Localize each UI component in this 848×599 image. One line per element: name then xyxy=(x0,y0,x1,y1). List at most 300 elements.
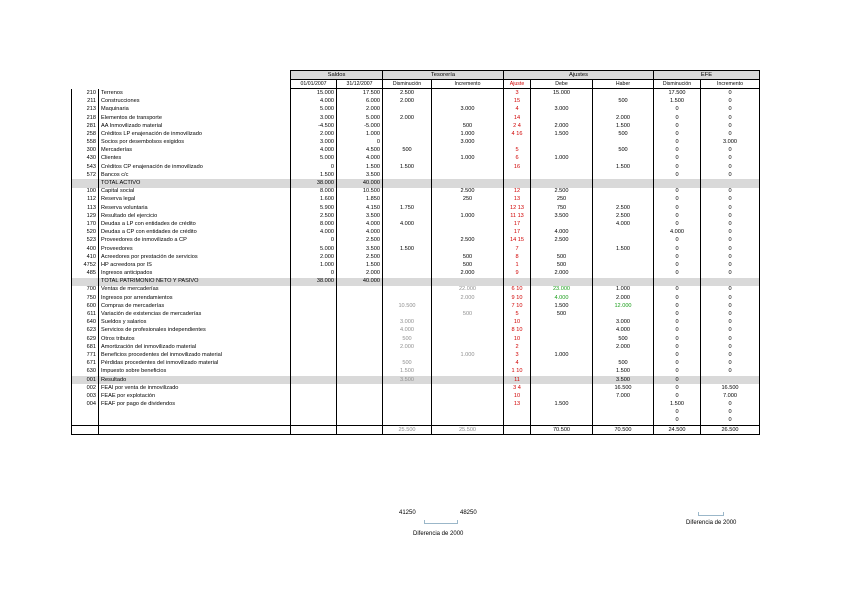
efe-disminucion-cell: 17.500 xyxy=(654,89,701,98)
saldo-final-cell xyxy=(337,335,383,343)
saldo-inicial-cell xyxy=(291,401,337,409)
saldo-inicial-cell xyxy=(291,302,337,310)
saldo-inicial-cell xyxy=(291,392,337,400)
account-name-cell: TOTAL PATRIMONIO NETO Y PASIVO xyxy=(99,278,291,286)
account-name-cell: Pérdidas procedentes del inmovilizado material xyxy=(99,360,291,368)
haber-cell xyxy=(593,89,654,98)
saldo-inicial-cell xyxy=(291,351,337,359)
efe-disminucion-cell: 0 xyxy=(654,327,701,335)
ajuste-ref-cell: 7 10 xyxy=(504,302,531,310)
saldo-inicial-cell: 5.000 xyxy=(291,245,337,253)
tes-incremento-cell xyxy=(432,171,504,179)
tes-incremento-cell: 2.000 xyxy=(432,294,504,302)
tes-incremento-cell xyxy=(432,360,504,368)
tes-disminucion-cell xyxy=(383,212,432,220)
haber-cell xyxy=(593,196,654,204)
saldo-inicial-cell: 0 xyxy=(291,163,337,171)
efe-incremento-cell: 0 xyxy=(701,294,760,302)
header-row-groups xyxy=(72,71,760,80)
efe-disminucion-cell: 0 xyxy=(654,294,701,302)
saldo-final-cell: 40.000 xyxy=(337,179,383,187)
debe-cell: 1.000 xyxy=(531,351,593,359)
haber-cell xyxy=(593,401,654,409)
tes-disminucion-cell: 1.750 xyxy=(383,204,432,212)
account-name-cell: Deudas a CP con entidades de crédito xyxy=(99,229,291,237)
efe-disminucion-cell: 0 xyxy=(654,310,701,318)
haber-cell xyxy=(593,155,654,163)
debe-header: Debe xyxy=(531,80,593,89)
haber-cell xyxy=(593,270,654,278)
tes-disminucion-cell xyxy=(383,278,432,286)
tes-disminucion-cell xyxy=(383,139,432,147)
account-name-cell: Elementos de transporte xyxy=(99,114,291,122)
efe-incremento-cell: 0 xyxy=(701,319,760,327)
efe-disminucion-cell: 0 xyxy=(654,130,701,138)
ajuste-ref-cell: 8 10 xyxy=(504,327,531,335)
ajuste-ref-cell: 9 xyxy=(504,270,531,278)
account-name-cell: Proveedores de inmovilizado a CP xyxy=(99,237,291,245)
account-name-cell: Impuesto sobre beneficios xyxy=(99,368,291,376)
total-tes-incremento: 25.500 xyxy=(432,426,504,435)
table-row xyxy=(72,106,760,114)
tes-incremento-cell xyxy=(432,229,504,237)
total-haber: 70.500 xyxy=(593,426,654,435)
tes-incremento-sum: 48250 xyxy=(460,510,477,516)
tes-disminucion-cell xyxy=(383,261,432,269)
tes-incremento-cell xyxy=(432,343,504,351)
efe-disminucion-cell: 0 xyxy=(654,417,701,426)
debe-cell: 2.500 xyxy=(531,237,593,245)
efe-incremento-cell: 0 xyxy=(701,98,760,106)
haber-cell xyxy=(593,139,654,147)
haber-cell xyxy=(593,351,654,359)
debe-cell: 23.000 xyxy=(531,286,593,294)
debe-cell xyxy=(531,384,593,392)
saldo-final-cell xyxy=(337,319,383,327)
debe-cell xyxy=(531,335,593,343)
account-code-cell: 629 xyxy=(72,335,99,343)
table-row xyxy=(72,163,760,171)
saldo-final-cell: 2.500 xyxy=(337,237,383,245)
account-name-cell: Ingresos por arrendamientos xyxy=(99,294,291,302)
efe-incremento-cell: 16.500 xyxy=(701,384,760,392)
saldo-inicial-cell xyxy=(291,335,337,343)
haber-cell: 500 xyxy=(593,98,654,106)
table-row xyxy=(72,179,760,187)
saldo-final-cell xyxy=(337,351,383,359)
haber-cell xyxy=(593,229,654,237)
account-name-cell: Ingresos anticipados xyxy=(99,270,291,278)
saldo-final-cell: 40.000 xyxy=(337,278,383,286)
efe-disminucion-cell: 0 xyxy=(654,261,701,269)
saldo-final-cell: 3.500 xyxy=(337,212,383,220)
ajuste-ref-cell: 13 xyxy=(504,196,531,204)
total-debe: 70.500 xyxy=(531,426,593,435)
efe-disminucion-cell: 0 xyxy=(654,335,701,343)
saldo-inicial-cell: 1.500 xyxy=(291,171,337,179)
saldo-inicial-cell xyxy=(291,319,337,327)
debe-cell: 1.500 xyxy=(531,302,593,310)
account-name-cell xyxy=(99,409,291,417)
tes-disminucion-cell xyxy=(383,130,432,138)
debe-cell xyxy=(531,319,593,327)
haber-cell xyxy=(593,253,654,261)
ajuste-ref-cell: 17 xyxy=(504,220,531,228)
account-code-cell: 572 xyxy=(72,171,99,179)
haber-cell: 2.000 xyxy=(593,343,654,351)
efe-disminucion-cell: 1.500 xyxy=(654,401,701,409)
debe-cell: 500 xyxy=(531,253,593,261)
account-code-cell: 630 xyxy=(72,368,99,376)
efe-incremento-header: Incremento xyxy=(701,80,760,89)
efe-incremento-cell: 0 xyxy=(701,106,760,114)
haber-cell xyxy=(593,106,654,114)
efe-disminucion-cell: 0 xyxy=(654,286,701,294)
efe-incremento-cell: 0 xyxy=(701,237,760,245)
ajuste-header: Ajuste xyxy=(504,80,531,89)
account-name-cell: Servicios de profesionales independientes xyxy=(99,327,291,335)
account-name-cell xyxy=(99,417,291,426)
tes-disminucion-cell: 1.500 xyxy=(383,245,432,253)
ajuste-ref-cell: 4 xyxy=(504,106,531,114)
ajuste-ref-cell: 17 xyxy=(504,229,531,237)
table-row xyxy=(72,327,760,335)
tes-incremento-cell: 3.000 xyxy=(432,106,504,114)
tes-incremento-cell: 1.000 xyxy=(432,212,504,220)
tes-incremento-header: Incremento xyxy=(432,80,504,89)
account-name-cell: Reserva voluntaria xyxy=(99,204,291,212)
saldo-inicial-cell: 15.000 xyxy=(291,89,337,98)
efe-disminucion-cell xyxy=(654,179,701,187)
efe-incremento-cell: 0 xyxy=(701,130,760,138)
table-row xyxy=(72,310,760,318)
table-row xyxy=(72,286,760,294)
haber-cell: 2.000 xyxy=(593,114,654,122)
efe-disminucion-cell: 0 xyxy=(654,155,701,163)
efe-disminucion-cell: 0 xyxy=(654,319,701,327)
haber-cell: 7.000 xyxy=(593,392,654,400)
account-code-cell: 771 xyxy=(72,351,99,359)
account-code-cell xyxy=(72,278,99,286)
account-code-cell: 129 xyxy=(72,212,99,220)
total-tes-disminucion: 25.500 xyxy=(383,426,432,435)
account-name-cell: HP acreedora por IS xyxy=(99,261,291,269)
table-row xyxy=(72,319,760,327)
tes-disminucion-cell xyxy=(383,237,432,245)
efe-incremento-cell: 0 xyxy=(701,270,760,278)
efe-incremento-cell: 0 xyxy=(701,368,760,376)
account-code-cell: 485 xyxy=(72,270,99,278)
ajuste-ref-cell: 7 xyxy=(504,245,531,253)
efe-incremento-cell: 0 xyxy=(701,89,760,98)
tes-disminucion-cell xyxy=(383,196,432,204)
table-row xyxy=(72,253,760,261)
ajuste-ref-cell: 16 xyxy=(504,163,531,171)
table-row xyxy=(72,335,760,343)
efe-disminucion-cell: 0 xyxy=(654,188,701,196)
saldo-inicial-cell: 8.000 xyxy=(291,220,337,228)
debe-cell xyxy=(531,278,593,286)
ajuste-ref-cell: 3 4 xyxy=(504,384,531,392)
account-code-cell: 410 xyxy=(72,253,99,261)
efe-incremento-cell xyxy=(701,179,760,187)
account-code-cell: 211 xyxy=(72,98,99,106)
ajuste-ref-cell: 2 xyxy=(504,343,531,351)
tes-disminucion-cell xyxy=(383,229,432,237)
efe-disminucion-cell: 0 xyxy=(654,147,701,155)
saldo-inicial-cell xyxy=(291,384,337,392)
ajuste-ref-cell: 12 xyxy=(504,188,531,196)
efe-incremento-cell: 0 xyxy=(701,409,760,417)
table-row xyxy=(72,212,760,220)
saldo-inicial-cell: 38.000 xyxy=(291,179,337,187)
saldo-final-cell xyxy=(337,310,383,318)
efe-disminucion-cell: 0 xyxy=(654,376,701,384)
tes-incremento-cell xyxy=(432,409,504,417)
efe-incremento-cell: 0 xyxy=(701,188,760,196)
table-row xyxy=(72,417,760,426)
efe-disminucion-cell: 4.000 xyxy=(654,229,701,237)
saldo-inicial-cell xyxy=(291,409,337,417)
efe-incremento-cell: 0 xyxy=(701,253,760,261)
debe-cell xyxy=(531,139,593,147)
account-code-cell: 258 xyxy=(72,130,99,138)
account-code-cell: 523 xyxy=(72,237,99,245)
saldo-inicial-cell: 8.000 xyxy=(291,188,337,196)
account-code-cell xyxy=(72,409,99,417)
haber-cell: 1.500 xyxy=(593,122,654,130)
haber-cell: 3.000 xyxy=(593,319,654,327)
table-row xyxy=(72,171,760,179)
debe-cell: 4.000 xyxy=(531,229,593,237)
haber-cell: 1.500 xyxy=(593,163,654,171)
efe-disminucion-cell: 0 xyxy=(654,114,701,122)
saldo-inicial-cell: -4.500 xyxy=(291,122,337,130)
table-row xyxy=(72,147,760,155)
efe-incremento-cell: 0 xyxy=(701,351,760,359)
account-name-cell: Otros tributos xyxy=(99,335,291,343)
efe-incremento-cell: 0 xyxy=(701,302,760,310)
haber-cell: 500 xyxy=(593,147,654,155)
ajuste-ref-cell xyxy=(504,278,531,286)
saldo-final-cell: 1.850 xyxy=(337,196,383,204)
account-code-cell: 600 xyxy=(72,302,99,310)
ajuste-ref-cell: 14 15 xyxy=(504,237,531,245)
table-row xyxy=(72,188,760,196)
debe-cell xyxy=(531,392,593,400)
efe-incremento-cell xyxy=(701,278,760,286)
efe-incremento-cell: 0 xyxy=(701,229,760,237)
ajuste-ref-cell: 3 xyxy=(504,351,531,359)
account-name-cell: AA Inmovilizado material xyxy=(99,122,291,130)
table-row xyxy=(72,302,760,310)
ajuste-ref-cell: 11 13 xyxy=(504,212,531,220)
account-name-cell: Ventas de mercaderías xyxy=(99,286,291,294)
tes-disminucion-cell: 3.000 xyxy=(383,319,432,327)
haber-cell: 4.000 xyxy=(593,220,654,228)
haber-cell xyxy=(593,310,654,318)
tes-incremento-cell xyxy=(432,163,504,171)
tes-incremento-cell: 500 xyxy=(432,122,504,130)
saldo-inicial-cell xyxy=(291,343,337,351)
saldo-final-cell xyxy=(337,327,383,335)
saldo-final-cell xyxy=(337,376,383,384)
account-name-cell: FEAF por pago de dividendos xyxy=(99,401,291,409)
efe-disminucion-cell: 0 xyxy=(654,270,701,278)
totals-row xyxy=(72,426,760,435)
haber-cell: 2.000 xyxy=(593,294,654,302)
saldo-inicial-cell xyxy=(291,360,337,368)
account-name-cell: Deudas a LP con entidades de crédito xyxy=(99,220,291,228)
tes-disminucion-cell: 2.500 xyxy=(383,89,432,98)
tes-disminucion-sum: 41250 xyxy=(399,510,416,516)
account-name-cell: Bancos c/c xyxy=(99,171,291,179)
account-name-cell: Beneficios procedentes del inmovilizado material xyxy=(99,351,291,359)
account-name-cell: Créditos LP enajenación de inmovilizado xyxy=(99,130,291,138)
tes-incremento-cell xyxy=(432,335,504,343)
haber-cell xyxy=(593,188,654,196)
haber-cell: 3.500 xyxy=(593,376,654,384)
saldo-inicial-cell: 2.000 xyxy=(291,130,337,138)
saldo-final-cell: 4.500 xyxy=(337,147,383,155)
tes-disminucion-cell xyxy=(383,384,432,392)
tes-incremento-cell xyxy=(432,179,504,187)
account-code-cell: 623 xyxy=(72,327,99,335)
efe-disminucion-cell: 0 xyxy=(654,204,701,212)
debe-cell xyxy=(531,327,593,335)
account-name-cell: TOTAL ACTIVO xyxy=(99,179,291,187)
debe-cell: 1.500 xyxy=(531,130,593,138)
saldo-final-cell xyxy=(337,409,383,417)
account-name-cell: Acreedores por prestación de servicios xyxy=(99,253,291,261)
account-name-cell: Proveedores xyxy=(99,245,291,253)
efe-incremento-cell: 0 xyxy=(701,401,760,409)
tes-disminucion-cell: 1.500 xyxy=(383,163,432,171)
tes-disminucion-cell: 2.000 xyxy=(383,98,432,106)
haber-header: Haber xyxy=(593,80,654,89)
efe-incremento-cell: 0 xyxy=(701,204,760,212)
saldo-final-cell: 5.000 xyxy=(337,114,383,122)
ajuste-ref-cell: 5 xyxy=(504,310,531,318)
tes-incremento-cell: 22.000 xyxy=(432,286,504,294)
saldo-final-cell: 1.500 xyxy=(337,163,383,171)
haber-cell: 1.000 xyxy=(593,286,654,294)
table-row xyxy=(72,270,760,278)
ajuste-ref-cell: 9 10 xyxy=(504,294,531,302)
saldo-final-cell xyxy=(337,368,383,376)
account-name-cell: Construcciones xyxy=(99,98,291,106)
tes-disminucion-cell: 4.000 xyxy=(383,327,432,335)
efe-incremento-cell: 7.000 xyxy=(701,392,760,400)
date-end-header: 31/12/2007 xyxy=(337,80,383,89)
ajuste-ref-cell: 5 xyxy=(504,147,531,155)
debe-cell xyxy=(531,360,593,368)
tes-incremento-cell xyxy=(432,98,504,106)
tes-incremento-cell: 500 xyxy=(432,253,504,261)
account-code-cell: 113 xyxy=(72,204,99,212)
ajuste-ref-cell: 4 xyxy=(504,360,531,368)
saldo-final-cell: 0 xyxy=(337,139,383,147)
saldo-inicial-cell: 5.000 xyxy=(291,106,337,114)
efe-disminucion-cell: 0 xyxy=(654,392,701,400)
account-code-cell: 001 xyxy=(72,376,99,384)
ajuste-ref-cell: 10 xyxy=(504,335,531,343)
ajuste-ref-cell: 15 xyxy=(504,98,531,106)
tes-disminucion-cell xyxy=(383,401,432,409)
debe-cell xyxy=(531,376,593,384)
debe-cell xyxy=(531,171,593,179)
haber-cell: 4.000 xyxy=(593,327,654,335)
efe-disminucion-cell: 0 xyxy=(654,302,701,310)
tes-disminucion-cell: 4.000 xyxy=(383,220,432,228)
haber-cell: 500 xyxy=(593,335,654,343)
ajuste-ref-cell xyxy=(504,179,531,187)
account-name-cell: Capital social xyxy=(99,188,291,196)
table-row xyxy=(72,278,760,286)
account-code-cell: 520 xyxy=(72,229,99,237)
efe-disminucion-cell: 0 xyxy=(654,343,701,351)
saldo-inicial-cell: 2.500 xyxy=(291,212,337,220)
account-code-cell: 218 xyxy=(72,114,99,122)
debe-cell xyxy=(531,368,593,376)
tes-disminucion-cell xyxy=(383,392,432,400)
account-code-cell: 281 xyxy=(72,122,99,130)
tes-incremento-cell: 1.000 xyxy=(432,351,504,359)
saldo-final-cell: 2.000 xyxy=(337,270,383,278)
account-code-cell: 400 xyxy=(72,245,99,253)
saldo-final-cell: 1.000 xyxy=(337,130,383,138)
efe-incremento-cell: 0 xyxy=(701,114,760,122)
efe-disminucion-cell: 0 xyxy=(654,368,701,376)
debe-cell xyxy=(531,98,593,106)
tes-disminucion-cell xyxy=(383,188,432,196)
tes-incremento-cell xyxy=(432,319,504,327)
saldo-inicial-cell: 3.000 xyxy=(291,114,337,122)
tes-incremento-cell xyxy=(432,327,504,335)
table-row xyxy=(72,89,760,98)
saldo-inicial-cell: 2.000 xyxy=(291,253,337,261)
tes-disminucion-cell xyxy=(383,171,432,179)
saldo-inicial-cell: 1.000 xyxy=(291,261,337,269)
table-row xyxy=(72,114,760,122)
saldo-final-cell: 4.000 xyxy=(337,229,383,237)
debe-cell: 3.500 xyxy=(531,212,593,220)
tes-disminucion-cell xyxy=(383,286,432,294)
ajuste-ref-cell xyxy=(504,171,531,179)
haber-cell xyxy=(593,417,654,426)
account-name-cell: Compras de mercaderías xyxy=(99,302,291,310)
table-row xyxy=(72,98,760,106)
saldo-inicial-cell xyxy=(291,376,337,384)
saldo-inicial-cell: 4.000 xyxy=(291,98,337,106)
debe-cell xyxy=(531,417,593,426)
efe-incremento-cell: 0 xyxy=(701,310,760,318)
efe-disminucion-cell: 1.500 xyxy=(654,98,701,106)
efe-incremento-cell: 0 xyxy=(701,122,760,130)
account-name-cell: Socios por desembolsos exigidos xyxy=(99,139,291,147)
tes-disminucion-cell: 2.000 xyxy=(383,114,432,122)
account-code-cell: 611 xyxy=(72,310,99,318)
account-code-cell: 300 xyxy=(72,147,99,155)
account-code-cell: 543 xyxy=(72,163,99,171)
account-name-cell: Reserva legal xyxy=(99,196,291,204)
saldo-inicial-cell xyxy=(291,286,337,294)
table-row xyxy=(72,237,760,245)
ajuste-ref-cell: 6 xyxy=(504,155,531,163)
account-code-cell: 004 xyxy=(72,401,99,409)
haber-cell xyxy=(593,237,654,245)
efe-disminucion-cell xyxy=(654,278,701,286)
